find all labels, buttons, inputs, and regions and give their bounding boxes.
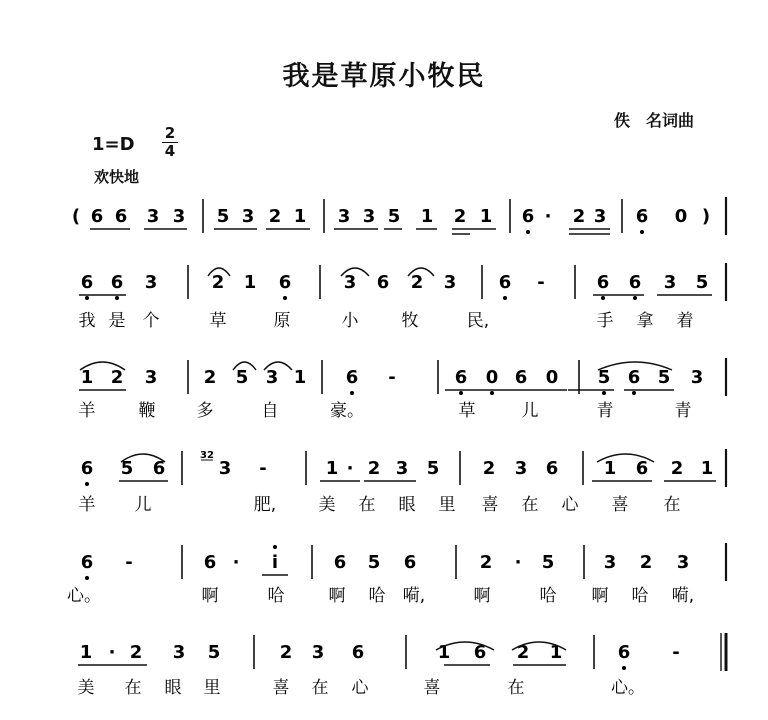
lyric-syllable: 心。 [611,678,645,698]
note: 3 [443,272,457,293]
note: i [271,552,279,573]
lyric-syllable: 青 [674,401,692,421]
lyric-syllable: 心 [561,495,579,515]
note: 3 [676,552,690,573]
lyric-syllable: 哈 [539,586,557,606]
note: 1 [325,458,339,479]
octave-dot-above [273,545,277,549]
note: · [514,552,522,573]
note: 3 [690,367,704,388]
octave-dot-below [640,230,644,234]
octave-dot-below [350,391,354,395]
octave-dot-below [602,391,606,395]
note: 3 [172,206,186,227]
octave-dot-below [115,296,119,300]
octave-dot-below [503,296,507,300]
lyric-syllable: 儿 [521,401,539,421]
lyric-syllable: 啊 [591,586,609,606]
lyric-syllable: 在 [521,495,539,515]
note: 2 [572,206,586,227]
note: · [232,552,240,573]
octave-dot-below [633,296,637,300]
note: 0 [674,206,688,227]
note: · [346,458,354,479]
lyric-syllable: 草 [209,311,227,331]
note: 2 [367,458,381,479]
note: 6 [628,272,642,293]
note: · [544,206,552,227]
note: 2 [268,206,282,227]
lyric-syllable: 个 [142,311,160,331]
note: 6 [521,206,535,227]
octave-dot-below [85,482,89,486]
note: 2 [482,458,496,479]
octave-dot-below [601,296,605,300]
lyric-syllable: 在 [358,495,376,515]
note: 1 [479,206,493,227]
note: 1 [293,367,307,388]
note: - [388,367,396,388]
lyric-syllable: 羊 [78,495,96,515]
note: 6 [110,272,124,293]
note: 3 [265,367,279,388]
note: 2 [479,552,493,573]
lyric-syllable: 自 [261,401,279,421]
note: 6 [514,367,528,388]
note: 2 [110,367,124,388]
note: 0 [545,367,559,388]
lyric-syllable: 喜 [611,495,629,515]
note: 3 [337,206,351,227]
note: 2 [211,272,225,293]
note: 6 [545,458,559,479]
lyric-syllable: 鞭 [138,401,156,421]
meter-top: 2 [164,124,176,142]
note: 6 [454,367,468,388]
lyric-syllable: 豪。 [330,401,364,421]
lyric-syllable: 美 [318,495,336,515]
lyric-syllable: 儿 [134,495,152,515]
grace-note: 32 [200,450,214,461]
lyric-syllable: 民, [466,311,490,331]
note: 3 [144,272,158,293]
lyric-syllable: 在 [663,495,681,515]
octave-dot-below [526,230,530,234]
note: 6 [635,458,649,479]
note: 6 [617,642,631,663]
lyric-syllable: 在 [311,678,329,698]
note: 2 [639,552,653,573]
note: 5 [120,458,134,479]
lyric-syllable: 拿 [636,311,654,331]
lyric-syllable: 啊 [328,586,346,606]
note: 1 [243,272,257,293]
octave-dot-below [490,391,494,395]
note: · [108,642,116,663]
note: 2 [670,458,684,479]
note: 3 [603,552,617,573]
lyric-syllable: 羊 [78,401,96,421]
note: 3 [172,642,186,663]
note: 6 [80,552,94,573]
note: 3 [241,206,255,227]
note: 6 [152,458,166,479]
lyric-syllable: 在 [507,678,525,698]
note: 6 [498,272,512,293]
octave-dot-below [85,296,89,300]
note: 5 [597,367,611,388]
note: 6 [333,552,347,573]
lyric-syllable: 哈 [631,586,649,606]
lyric-syllable: 肥, [253,495,277,515]
lyric-syllable: 心 [351,678,369,698]
note: 2 [279,642,293,663]
note: - [672,642,680,663]
lyric-syllable: 啊 [201,586,219,606]
lyric-syllable: 手 [596,311,614,331]
lyric-syllable: 小 [341,311,359,331]
note: 1 [549,642,563,663]
note: 2 [453,206,467,227]
note: 3 [593,206,607,227]
note: 5 [695,272,709,293]
note: 2 [129,642,143,663]
note: 5 [216,206,230,227]
note: 2 [410,272,424,293]
note: 5 [541,552,555,573]
lyric-syllable: 美 [77,678,95,698]
note: 5 [207,642,221,663]
lyric-syllable: 嗬, [402,586,426,606]
note: 5 [235,367,249,388]
note: 5 [387,206,401,227]
note: - [259,458,267,479]
lyric-syllable: 在 [124,678,142,698]
note: 1 [437,642,451,663]
note: 3 [144,367,158,388]
note: 6 [627,367,641,388]
note: 1 [700,458,714,479]
note: 2 [516,642,530,663]
meter-bottom: 4 [164,142,176,160]
note: 6 [376,272,390,293]
lyric-syllable: 喜 [481,495,499,515]
note: 1 [79,642,93,663]
key-signature: 1=D [92,134,135,155]
lyric-syllable: 眼 [164,678,182,698]
note: 3 [663,272,677,293]
lyric-syllable: 牧 [401,311,419,331]
note: 5 [367,552,381,573]
parenthesis: ) [701,206,711,227]
note: 2 [203,367,217,388]
lyric-syllable: 多 [196,401,214,421]
lyric-syllable: 原 [273,311,291,331]
octave-dot-below [459,391,463,395]
credit-line: 佚 名词曲 [614,111,695,130]
lyric-syllable: 嗬, [671,586,695,606]
octave-dot-below [85,576,89,580]
note: 6 [345,367,359,388]
lyric-syllable: 草 [458,401,476,421]
note: 6 [278,272,292,293]
note: - [537,272,545,293]
note: 0 [485,367,499,388]
tempo-marking: 欢快地 [94,168,140,186]
lyric-syllable: 里 [203,678,221,698]
note: 5 [426,458,440,479]
lyric-syllable: 青 [596,401,614,421]
lyric-syllable: 里 [438,495,456,515]
note: 6 [203,552,217,573]
note: 6 [403,552,417,573]
note: 1 [420,206,434,227]
lyric-syllable: 啊 [473,586,491,606]
note: 1 [293,206,307,227]
octave-dot-below [622,666,626,670]
lyric-syllable: 哈 [267,586,285,606]
song-title: 我是草原小牧民 [282,61,486,92]
note: 6 [80,458,94,479]
note: 6 [635,206,649,227]
note: 3 [395,458,409,479]
note: 3 [218,458,232,479]
parenthesis: ( [71,206,81,227]
note: 6 [596,272,610,293]
lyric-syllable: 眼 [398,495,416,515]
lyric-syllable: 是 [108,311,126,331]
note: 1 [80,367,94,388]
lyric-syllable: 喜 [423,678,441,698]
octave-dot-below [283,296,287,300]
lyric-syllable: 心。 [67,586,101,606]
lyric-syllable: 着 [676,311,694,331]
note: - [125,552,133,573]
octave-dot-below [632,391,636,395]
note: 6 [80,272,94,293]
note: 3 [514,458,528,479]
note: 6 [114,206,128,227]
note: 3 [343,272,357,293]
lyric-syllable: 哈 [368,586,386,606]
note: 6 [473,642,487,663]
lyric-syllable: 我 [78,311,96,331]
lyric-syllable: 喜 [272,678,290,698]
note: 3 [146,206,160,227]
note: 3 [362,206,376,227]
note: 1 [603,458,617,479]
note: 6 [90,206,104,227]
note: 5 [657,367,671,388]
note: 6 [351,642,365,663]
note: 3 [311,642,325,663]
